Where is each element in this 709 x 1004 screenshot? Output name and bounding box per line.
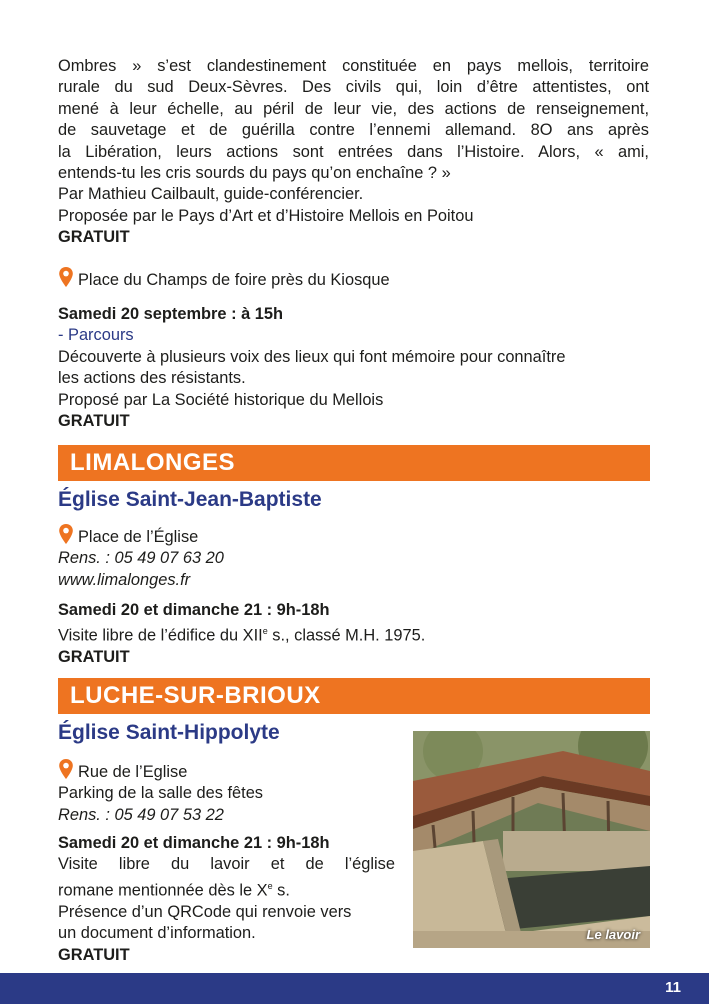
luche-desc-line: un document d’information. xyxy=(58,924,256,943)
limalonges-website-link[interactable]: www.limalonges.fr xyxy=(58,570,191,589)
event2-desc-line: les actions des résistants. xyxy=(58,369,246,388)
lavoir-illustration xyxy=(413,731,650,948)
limalonges-address xyxy=(58,523,649,548)
page-footer xyxy=(0,973,709,1004)
page-number: 11 xyxy=(665,979,681,996)
luche-desc-line xyxy=(58,876,395,902)
location-pin-icon xyxy=(58,758,74,780)
luche-event xyxy=(58,833,395,966)
limalonges-description xyxy=(58,621,649,647)
limalonges-address-text: Place de l’Église xyxy=(78,528,199,546)
limalonges-info xyxy=(58,523,649,591)
section-banner-luche: LUCHE-SUR-BRIOUX xyxy=(58,678,650,714)
desc-sup: e xyxy=(267,880,273,891)
luche-address-text: Rue de l’Eglise xyxy=(78,763,188,781)
intro-author: Par Mathieu Cailbault, guide-conférencier. xyxy=(58,185,364,204)
luche-price: GRATUIT xyxy=(58,945,130,964)
limalonges-price: GRATUIT xyxy=(58,648,130,667)
section-banner-limalonges: LIMALONGES xyxy=(58,445,650,481)
luche-desc-line: Présence d’un QRCode qui renvoie vers xyxy=(58,902,352,921)
photo-caption: Le lavoir xyxy=(586,927,640,942)
intro-line: entends-tu les cris sourds du pays qu’on enchaîne ? » xyxy=(58,164,451,183)
event2-type: - Parcours xyxy=(58,326,134,345)
luche-phone: Rens. : 05 49 07 53 22 xyxy=(58,805,224,824)
limalonges-date: Samedi 20 et dimanche 21 : 9h-18h xyxy=(58,601,330,619)
intro-proposer: Proposée par le Pays d’Art et d’Histoire Mellois en Poitou xyxy=(58,206,474,225)
luche-address xyxy=(58,758,398,783)
intro-paragraph xyxy=(58,56,649,249)
intro-price: GRATUIT xyxy=(58,228,130,247)
luche-desc-line: Visite libre du lavoir et de l’église xyxy=(58,855,395,874)
desc-sup: e xyxy=(262,626,268,637)
event2-location xyxy=(58,266,649,291)
intro-line: la Libération, leurs actions sont entrées dans l’Histoire. Alors, « ami, xyxy=(58,142,649,161)
event2-price: GRATUIT xyxy=(58,412,130,431)
limalonges-phone: Rens. : 05 49 07 63 20 xyxy=(58,549,224,568)
event2-block xyxy=(58,304,649,432)
intro-line: Ombres » s’est clandestinement constituée en pays mellois, territoire xyxy=(58,57,649,75)
event2-desc-line: Découverte à plusieurs voix des lieux qui font mémoire pour connaître xyxy=(58,347,566,366)
intro-line: de sauvetage et de guérilla contre l’ennemi allemand. 8O ans après xyxy=(58,121,649,140)
desc-text: romane mentionnée dès le X xyxy=(58,881,268,900)
limalonges-event xyxy=(58,600,649,669)
desc-text: s. xyxy=(272,881,290,900)
venue-title-limalonges: Église Saint-Jean-Baptiste xyxy=(58,488,322,511)
event2-location-text: Place du Champs de foire près du Kiosque xyxy=(78,271,390,289)
intro-line: mené à leur échelle, au péril de leur vie, des actions de renseignement, xyxy=(58,99,649,118)
luche-date: Samedi 20 et dimanche 21 : 9h-18h xyxy=(58,834,330,852)
event2-date: Samedi 20 septembre : à 15h xyxy=(58,305,284,323)
desc-text: Visite libre de l’édifice du XII xyxy=(58,626,263,645)
location-pin-icon xyxy=(58,266,74,288)
location-pin-icon xyxy=(58,523,74,545)
desc-text: s., classé M.H. 1975. xyxy=(267,626,426,645)
luche-info xyxy=(58,758,398,826)
luche-parking: Parking de la salle des fêtes xyxy=(58,784,264,803)
intro-line: rurale du sud Deux-Sèvres. Des civils qui, loin d’être attentistes, ont xyxy=(58,78,649,97)
venue-title-luche: Église Saint-Hippolyte xyxy=(58,721,280,744)
lavoir-photo xyxy=(413,731,650,948)
event2-proposer: Proposé par La Société historique du Mellois xyxy=(58,390,384,409)
